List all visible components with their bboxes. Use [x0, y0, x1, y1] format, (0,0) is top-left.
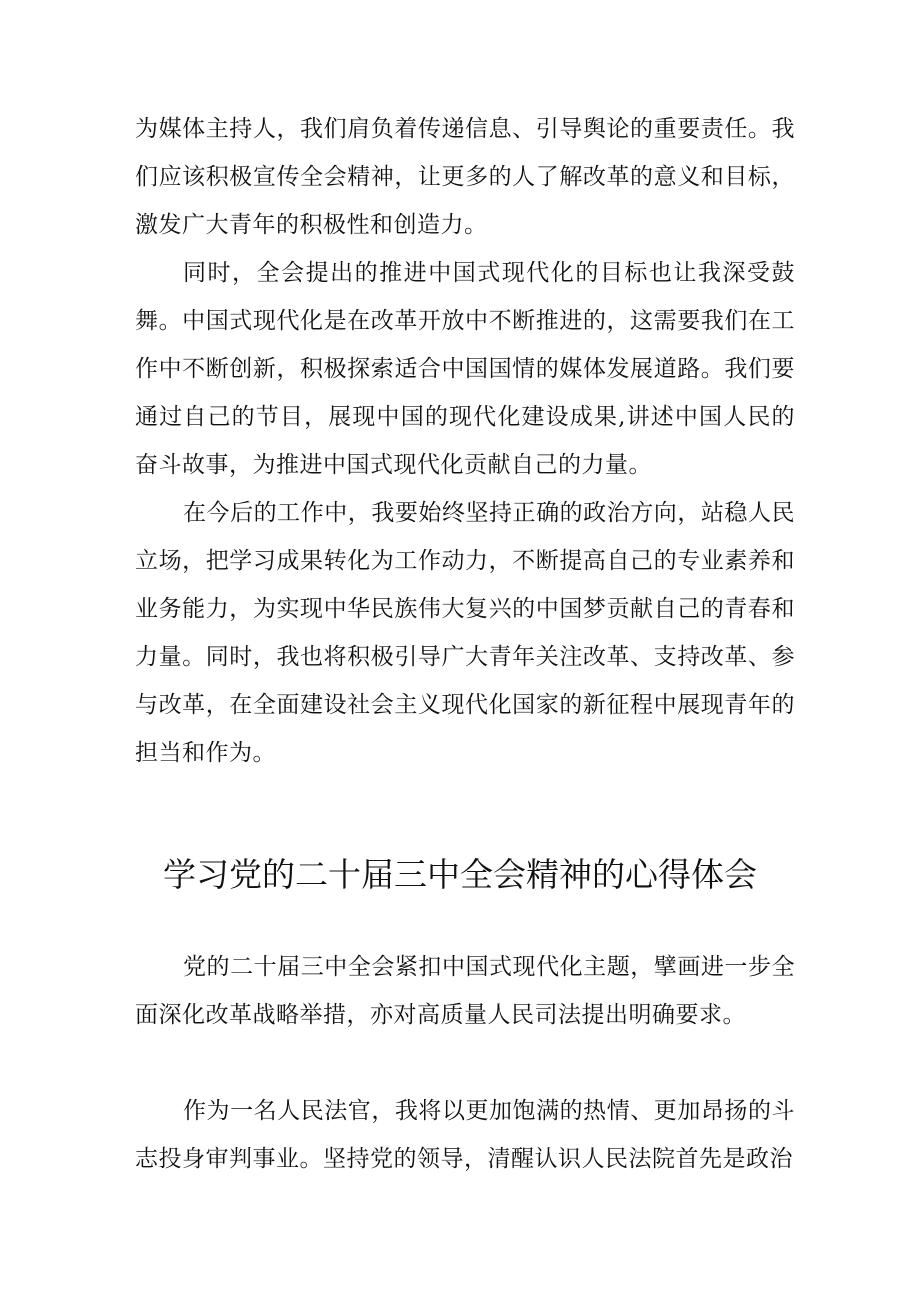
paragraph-judge: 作为一名人民法官，我将以更加饱满的热情、更加昂扬的斗志投身审判事业。坚持党的领导，清醒认识人民法院首先是政治: [135, 1098, 795, 1172]
paragraph-future-work: 在今后的工作中，我要始终坚持正确的政治方向，站稳人民立场，把学习成果转化为工作动力，不断提高自己的专业素养和业务能力，为实现中华民族伟大复兴的中国梦贡献自己的青春和力量。同时，我也将积极引导广大青年关注改革、支持改革、参与改革，在全面建设社会主义现代化国家的新征程中展现青年的担当和作为。: [135, 500, 795, 766]
section-title: 学习党的二十届三中全会精神的心得体会: [163, 855, 757, 894]
body-text-intro: [135, 943, 795, 1039]
body-text-judge: [135, 1087, 795, 1183]
paragraph-media-host: 为媒体主持人，我们肩负着传递信息、引导舆论的重要责任。我们应该积极宣传全会精神，让更多的人了解改革的意义和目标，激发广大青年的积极性和创造力。: [135, 116, 795, 238]
body-text-top: [135, 105, 795, 777]
paragraph-modernization: 同时，全会提出的推进中国式现代化的目标也让我深受鼓舞。中国式现代化是在改革开放中不断推进的，这需要我们在工作中不断创新，积极探索适合中国国情的媒体发展道路。我们要通过自己的节目，展现中国的现代化建设成果,讲述中国人民的奋斗故事，为推进中国式现代化贡献自己的力量。: [135, 260, 795, 478]
paragraph-plenary-intro: 党的二十届三中全会紧扣中国式现代化主题，擘画进一步全面深化改革战略举措，亦对高质量人民司法提出明确要求。: [135, 954, 795, 1028]
